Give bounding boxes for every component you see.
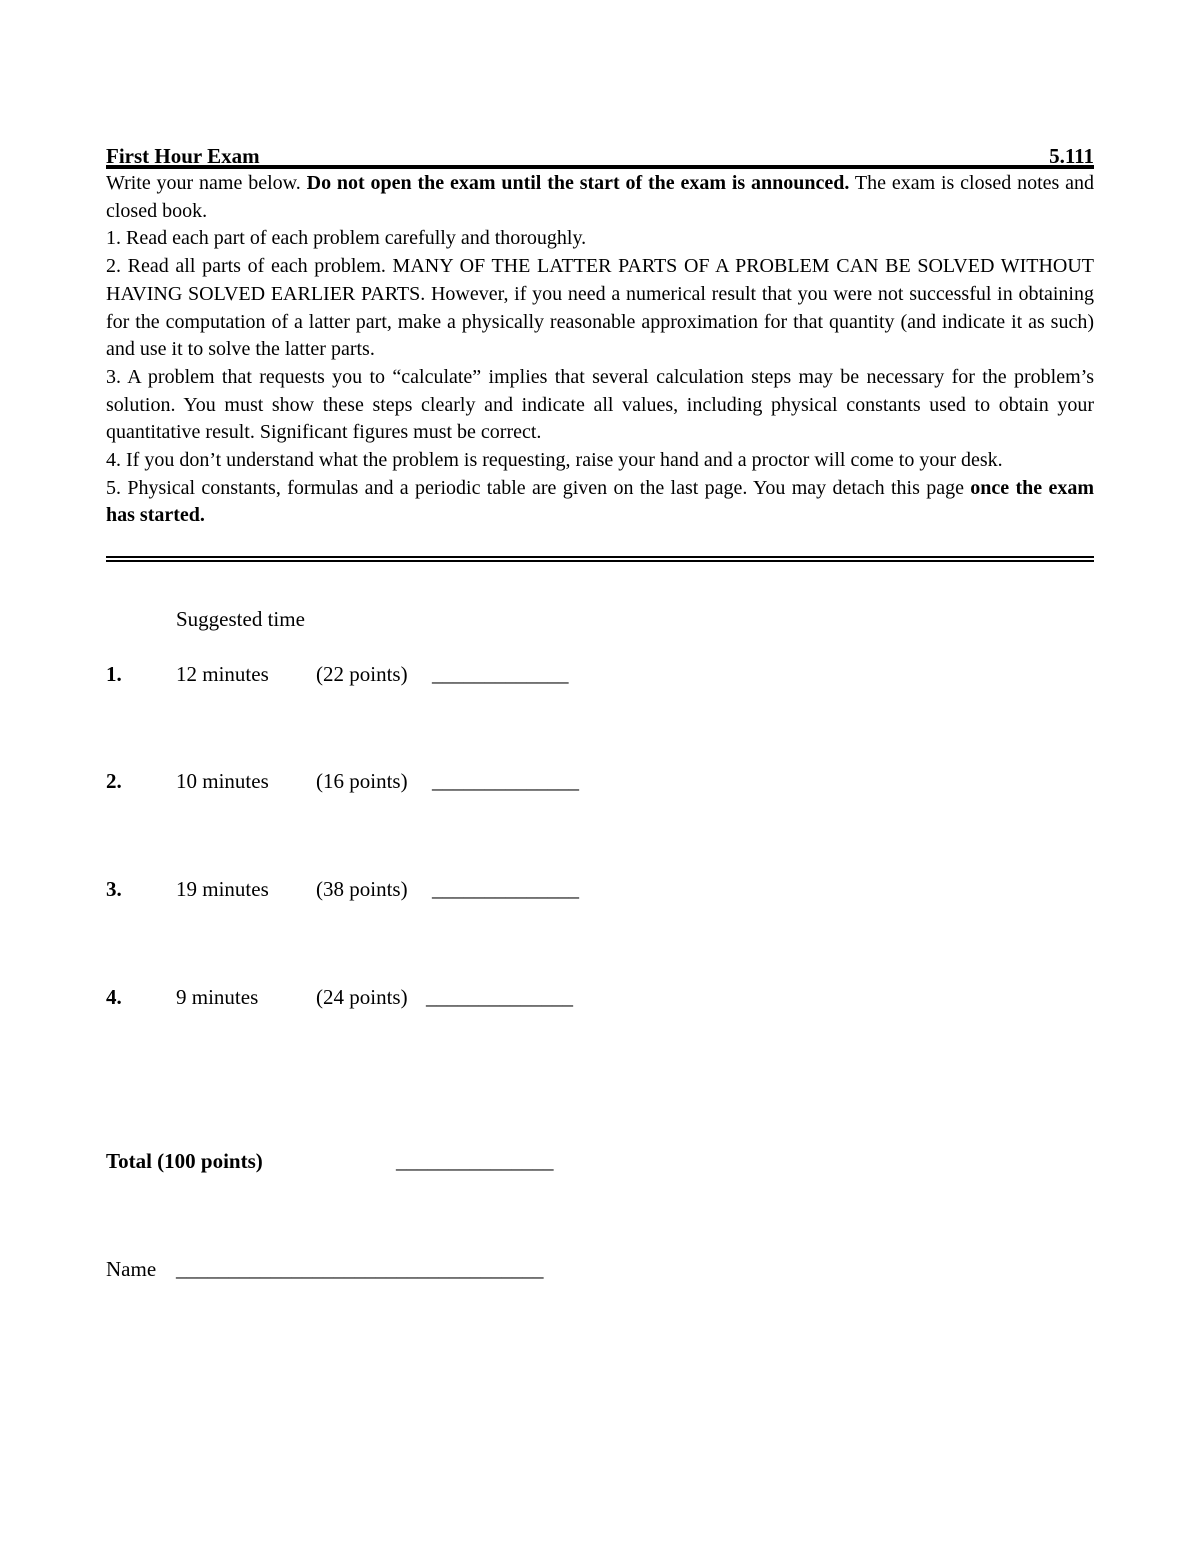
problem-number: 3. — [106, 877, 122, 901]
problem-points: (22 points) — [316, 662, 408, 686]
problem-number: 1. — [106, 662, 122, 686]
suggested-time-label: Suggested time — [176, 607, 305, 631]
score-blank[interactable]: ______________ — [432, 769, 579, 793]
score-blank[interactable]: ______________ — [432, 877, 579, 901]
problem-time: 19 minutes — [176, 877, 269, 901]
problem-number: 4. — [106, 985, 122, 1009]
score-blank[interactable]: _____________ — [432, 662, 569, 686]
score-blank[interactable]: ______________ — [426, 985, 573, 1009]
problem-time: 12 minutes — [176, 662, 269, 686]
total-blank[interactable]: _______________ — [396, 1149, 554, 1173]
item5-bold: once the exam has started. — [106, 476, 1094, 527]
name-label: Name — [106, 1257, 157, 1281]
intro-warning: Do not open the exam until the start of the exam is announced. — [306, 172, 850, 194]
instruction-item-5 — [106, 475, 1094, 530]
intro-text: Write your name below. — [106, 172, 307, 194]
problem-points: (16 points) — [316, 769, 408, 793]
course-number: 5.111 — [1049, 144, 1094, 168]
problem-time: 9 minutes — [176, 985, 259, 1009]
problem-points: (24 points) — [316, 985, 408, 1009]
intro-text-closed-book: The exam is closed notes and closed book. — [106, 172, 1094, 222]
problem-number: 2. — [106, 769, 122, 793]
instructions-intro — [106, 170, 1094, 225]
problem-points: (38 points) — [316, 877, 408, 901]
total-label: Total (100 points) — [106, 1149, 263, 1173]
instruction-item-1: 1. Read each part of each problem carefully and thoroughly. — [106, 227, 587, 250]
instruction-item-2: 2. Read all parts of each problem. MANY OF THE LATTER PARTS OF A PROBLEM CAN BE SOLVED WITHOUT HAVING SOLVED EARLIER PARTS. However, if you need a numerical result that you were not successful in obtaining for the computation of a latter part, make a physically reasonable approximation for that quantity (and indicate it as such) and use it to solve the latter parts. — [106, 255, 1094, 361]
header-double-rule — [106, 165, 1094, 169]
instructions-double-rule — [106, 556, 1094, 562]
name-blank[interactable]: ___________________________________ — [176, 1257, 544, 1281]
instruction-item-3: 3. A problem that requests you to “calculate” implies that several calculation steps may be necessary for the problem’s solution. You must show these steps clearly and indicate all values, including physical constants used to obtain your quantitative result. Significant figures must be correct. — [106, 365, 1094, 444]
problem-time: 10 minutes — [176, 769, 269, 793]
instruction-item-4: 4. If you don’t understand what the problem is requesting, raise your hand and a proctor will come to your desk. — [106, 449, 1003, 472]
instructions-block — [106, 170, 1094, 530]
item5-text: 5. Physical constants, formulas and a periodic table are given on the last page. You may detach this page — [106, 476, 971, 499]
exam-title: First Hour Exam — [106, 144, 260, 168]
